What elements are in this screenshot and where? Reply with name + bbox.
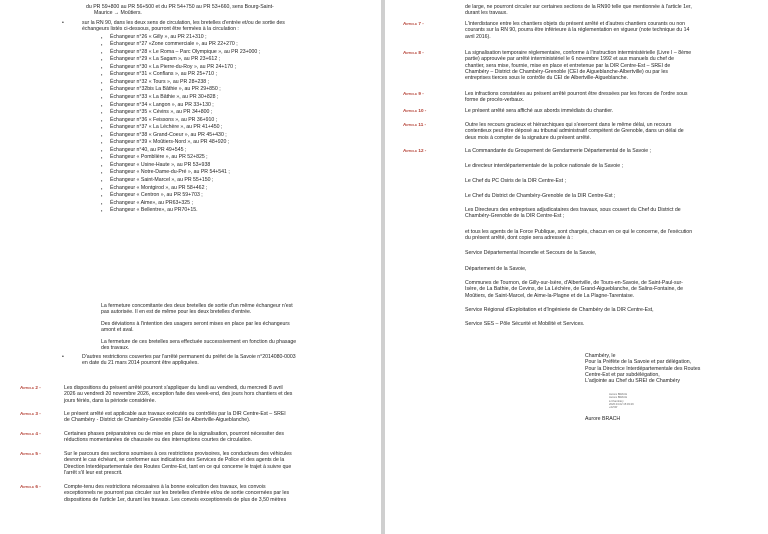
article-7 (403, 21, 759, 40)
signer-name: Aurore BRACH (585, 416, 621, 422)
text-line: Compte-tenu des restrictions nécessaires à la bonne exécution des travaux, les convois (64, 484, 266, 490)
recipient: Communes de Tournon, de Gilly-sur-Isère, d'Albertville, de Tours-en-Savoie, de Saint-Paul-sur- Isère, de La Bathie, de Cevins, de La Léchère, de Grand-Aigueblanche, de Salins-Fontaine, de Moûtiers, de Saint-Marcel, de Aime-la-Plagne et de La Plagne-Tarentaise. (465, 280, 684, 299)
recipient: Le Chef du PC Osiris de la DIR Centre-Est ; (465, 178, 566, 184)
recipient: Service Régional d'Exploitation et d'Ingénierie de Chambéry de la DIR Centre-Est, (465, 307, 654, 313)
article-label: Article 5 - (20, 451, 41, 456)
text-line: Outre les recours gracieux et hiérarchiques qui s'exercent dans le même délai, un recours (465, 122, 672, 128)
bullet-rn90 (62, 20, 358, 215)
text-line: Maurice → Moûtiers. (94, 10, 142, 17)
text-line: Les dispositions du présent arrêté pourront s'appliquer du lundi au vendredi, du mercredi 8 avril (64, 385, 283, 391)
text-line: du PR 59+800 au PR 56+500 et du PR 54+750 au PR 53+660, sens Bourg-Saint- (86, 4, 274, 10)
text-line: Certaines phases préparatoires ou de mise en place de la signalisation, pourront nécessiter des (64, 431, 285, 437)
recipient: Département de la Savoie, (465, 266, 527, 272)
interchange-item: ▪ Échangeur n°27 «Zone commerciale », au PR 22+270 ; (110, 41, 358, 49)
text-line: de large, ne pourront circuler sur certaines sections de la RN90 telle que mentionnée à l'article 1er, (465, 4, 692, 10)
article-10 (403, 108, 759, 114)
text-line: Pour la Directrice Interdépartementale des Routes (585, 365, 701, 372)
text-line: des travaux. (101, 345, 130, 352)
text-line: D'autres restrictions couvertes par l'arrêté permanent du préfet de la Savoie n°2014080-0003 (82, 354, 296, 360)
text-line: entreprises tierces sous le contrôle du CEI de Albertville-Aigueblanche. (465, 75, 628, 82)
text-line: Sur le parcours des sections soumises à ces restrictions provisoires, les conducteurs des véhicules (64, 451, 292, 457)
text-line: échangeurs listés ci-dessous, pourront être fermées à la circulation : (82, 26, 239, 33)
recipient: Service SES – Pôle Sécurité et Mobilité et Services. (465, 321, 585, 327)
bullet-icon: • (62, 354, 64, 360)
article-label: Article 6 - (20, 484, 41, 489)
interchange-item: ▪ Échangeur « Aime», au PR63+325 ; (110, 200, 358, 208)
text-line: La Commandante du Groupement de Gendarmerie Départemental de la Savoie ; (465, 148, 651, 154)
text-line: Centre-Est et par subdélégation, (585, 371, 660, 378)
text-line: Le présent arrêté est applicable aux travaux exécutés ou contrôlés par la DIR Centre-Est – SREI (64, 411, 286, 417)
text-line: devront le cas échéant, se conformer aux indications des Services de Police et des agents de la (64, 457, 285, 464)
text-line: amont et aval. (101, 327, 134, 334)
article-5 (20, 451, 360, 476)
article-label: Article 10 - (403, 108, 427, 113)
text-line: jours fériés, dans la période considérée. (64, 397, 156, 404)
text-line: Des déviations à l'intention des usagers seront mises en place par les échangeurs (101, 321, 290, 327)
article-label: Article 9 - (403, 91, 424, 96)
text-line: La fermeture concomitante des deux bretelles de sortie d'un même échangeur n'est (101, 303, 293, 309)
digital-signature-stamp: Aurore BRACH Aurore BRACH à Chambéry 2026.04.02 15:03:29 +02'00' (609, 393, 634, 410)
interchange-item: ▪ Échangeur n°32 « Tours », au PR 28+238 ; (110, 79, 358, 87)
signature-block (585, 353, 765, 422)
text-line: Direction Interdépartementale des Routes Centre-Est, tant en ce qui concerne le trajet à suivre que (64, 463, 292, 470)
bullet-other-restrictions (62, 354, 358, 367)
text-line: deux mois à compter de la signature du présent arrêté. (465, 134, 592, 141)
text-line: partie) approuvée par arrêté interministériel le 6 novembre 1992 et aux manuels du chef de (465, 56, 675, 63)
recipient: Service Départemental Incendie et Secours de la Savoie, (465, 250, 597, 256)
interchange-item: ▪ Échangeur « Pomblière », au PR 52+825 ; (110, 154, 358, 162)
text-line: dispositions de l'article 1er, durant les travaux. Les convois exceptionnels de plus de 3,50 mètres (64, 496, 287, 503)
recipient: Les Directeurs des entreprises adjudicataires des travaux, sous couvert du Chef du District de Chambéry-Grenoble de la DIR Centre-Est ; (465, 207, 681, 220)
text-line: courants sur la RN 90, pourra être inférieure à la réglementation en vigueur (note technique du 14 (465, 27, 690, 34)
interchange-item: ▪ Échangeur n°36 « Feissons », au PR 36+910 ; (110, 117, 358, 125)
article-label: Article 12 - (403, 148, 427, 153)
article-8 (403, 50, 759, 81)
interchange-item: ▪ Échangeur n°28 « Le Roma – Parc Olympique », au PR 23+000 ; (110, 49, 358, 57)
article-9 (403, 91, 759, 104)
continuation-text (86, 4, 354, 17)
text-line: réductions momentanées de chaussée ou des interruptions courtes de circulation. (64, 437, 253, 444)
text-line: l'arrêt s'il leur est prescrit. (64, 469, 123, 476)
interchange-item: ▪ Échangeur n°26 « Gilly », au PR 21+310 ; (110, 34, 358, 42)
left-page (0, 0, 381, 534)
text-line: Pour la Préfète de la Savoie et par délégation, (585, 359, 692, 366)
interchange-item: ▪ Échangeur « Usine-Haute », au PR 53+938 (110, 162, 358, 170)
interchange-item: ▪ Échangeur n°34 « Langon », au PR 33+130 ; (110, 102, 358, 110)
article-label: Article 4 - (20, 431, 41, 436)
text-line: Chambéry – District de Chambéry-Grenoble (CEI de Aigueblanche-Albertville) ou par les (465, 68, 668, 75)
article-label: Article 7 - (403, 21, 424, 26)
article-12 (403, 148, 759, 154)
interchange-item: ▪ Échangeur n°39 « Moûtiers-Nord », au PR 48+920 ; (110, 139, 358, 147)
article-6 (20, 484, 360, 503)
paragraph (101, 321, 355, 334)
paragraph (101, 339, 355, 352)
interchange-item: ▪ Échangeur « Bellentre», au PR70+15. (110, 207, 358, 215)
interchange-item: ▪ Échangeur n°40, au PR 49+545 ; (110, 147, 358, 155)
interchange-item: ▪ Échangeur « Notre-Dame-du-Pré », au PR 54+541 ; (110, 169, 358, 177)
text-line: exceptionnels ne pourront pas circuler sur les bretelles d'entrée et/ou de sortie concernées par les (64, 490, 290, 497)
interchange-item: ▪ Échangeur n°33 « La Bâthie », au PR 30+828 ; (110, 94, 358, 102)
article-3 (20, 411, 360, 424)
interchange-item: ▪ Échangeur n°37 « La Léchère », au PR 41+450 ; (110, 124, 358, 132)
text-line: pas autorisée. Il en est de même pour les deux bretelles d'entrée. (101, 309, 252, 316)
text-line: L'interdistance entre les chantiers objets du présent arrêté et d'autres chantiers courants ou non (465, 21, 685, 27)
text-line: La fermeture de ces bretelles sera effectuée successivement en fonction du phasage (101, 339, 297, 345)
interchange-item: ▪ Échangeur « Centron », au PR 59+703 ; (110, 192, 358, 200)
right-page (385, 0, 768, 534)
interchange-item: ▪ Échangeur « Montgirod », au PR 58+462 ; (110, 185, 358, 193)
text-line: Les infractions constatées au présent arrêté pourront être dressées par les forces de l'ordre sous (465, 91, 688, 97)
interchange-list (110, 34, 358, 215)
article-label: Article 11 - (403, 122, 427, 127)
text-line: avril 2016). (465, 33, 491, 40)
recipient: et tous les agents de la Force Publique, sont chargés, chacun en ce qui le concerne, de l'exécution du présent arrêté, dont copie sera adressée à : (465, 229, 693, 242)
article-label: Article 8 - (403, 50, 424, 55)
article-label: Article 2 - (20, 385, 41, 390)
text-line: Le présent arrêté sera affiché aux abords immédiats du chantier. (465, 108, 614, 114)
interchange-item: ▪ Échangeur n°31 « Conflans », au PR 25+710 ; (110, 71, 358, 79)
continuation-text (465, 4, 755, 17)
article-4 (20, 431, 360, 444)
interchange-item: ▪ Échangeur n°30 « La Pierre-du-Roy », au PR 24+170 ; (110, 64, 358, 72)
bullet-icon: • (62, 20, 64, 26)
interchange-item: ▪ Échangeur « Saint-Marcel », au PR 55+150 ; (110, 177, 358, 185)
text-line: L'adjointe au Chef du SREI de Chambéry (585, 378, 680, 385)
interchange-item: ▪ Échangeur n°35 « Cévins », au PR 34+800 ; (110, 109, 358, 117)
recipient: Le directeur interdépartementale de la police nationale de la Savoie ; (465, 163, 624, 169)
text-line: 2026 au vendredi 20 novembre 2026, exception faite des week-end, des jours hors chantiers et des (64, 391, 293, 398)
text-line: La signalisation temporaire réglementaire, conforme à l'instruction interministérielle (Livre I – 8ème (465, 50, 692, 56)
text-line: Chambéry, le (585, 353, 616, 359)
text-line: sur la RN 90, dans les deux sens de circulation, les bretelles d'entrée et/ou de sortie des (82, 20, 285, 26)
article-label: Article 3 - (20, 411, 41, 416)
interchange-item: ▪ Échangeur n°29 « La Sagam », au PR 23+612 ; (110, 56, 358, 64)
text-line: durant les travaux. (465, 10, 508, 17)
paragraph (101, 303, 355, 316)
interchange-item: ▪ Échangeur n°38 « Grand-Coeur », au PR 45+430 ; (110, 132, 358, 140)
text-line: contentieux peut être déposé au tribunal administratif compétent de Grenoble, dans un délai de (465, 128, 684, 135)
article-11 (403, 122, 759, 141)
text-line: chantier, sera mise, fournie, mise en place et entretenue par la DIR Centre-Est – SREI de (465, 62, 671, 69)
text-line: forme de procès-verbaux. (465, 97, 525, 104)
article-2 (20, 385, 360, 404)
text-line: de Chambéry - District de Chambéry-Grenoble (CEI de Albertville-Aigueblanche). (64, 417, 251, 424)
interchange-item: ▪ Échangeur n°32bis La Bâthie », au PR 29+850 ; (110, 86, 358, 94)
recipient: Le Chef du District de Chambéry-Grenoble de la DIR Centre-Est ; (465, 193, 616, 199)
text-line: en date du 21 mars 2014 pourront être appliquées. (82, 360, 199, 367)
